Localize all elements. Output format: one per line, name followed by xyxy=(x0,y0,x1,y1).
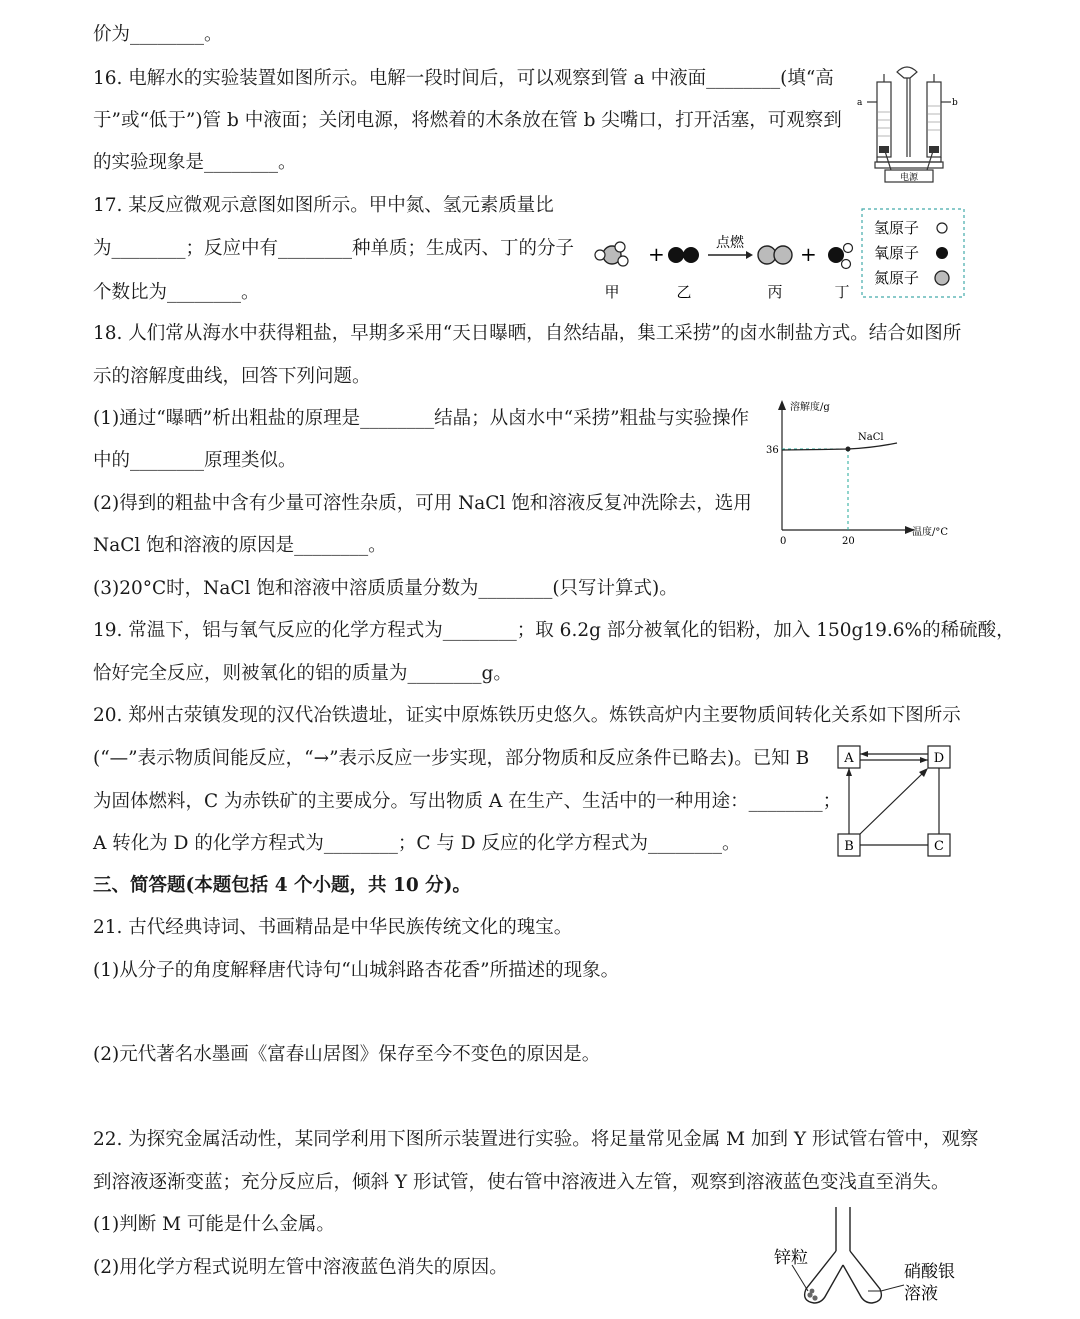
substance-relation-figure xyxy=(832,740,957,862)
label-zinc: 锌粒 xyxy=(774,1248,808,1268)
x-tick-0: 0 xyxy=(780,536,787,547)
y-tick-36: 36 xyxy=(766,445,779,456)
y-axis-label: 溶解度/g xyxy=(790,402,830,413)
question-17-line-2: 为________；反应中有________种单质；生成丙、丁的分子 xyxy=(93,238,575,259)
tube-b-label: b xyxy=(952,98,958,108)
question-20-line-1: 20. 郑州古荥镇发现的汉代冶铁遗址，证实中原炼铁历史悠久。炼铁高炉内主要物质间转化关系如下图所示 xyxy=(93,705,961,726)
question-18-line-4: 中的________原理类似。 xyxy=(93,450,297,471)
node-A: A xyxy=(844,751,854,766)
question-22-line-1: 22. 为探究金属活动性，某同学利用下图所示装置进行实验。将足量常见金属 M 加到 Y 形试管右管中，观察 xyxy=(93,1129,979,1150)
label-solution: 溶液 xyxy=(904,1284,938,1304)
question-22-line-2: 到溶液逐渐变蓝；充分反应后，倾斜 Y 形试管，使右管中溶液进入左管，观察到溶液蓝色变浅直至消失。 xyxy=(93,1172,950,1193)
legend-nitrogen: 氮原子 xyxy=(874,269,920,287)
legend-hydrogen: 氢原子 xyxy=(874,219,920,237)
label-ding: 丁 xyxy=(834,283,850,301)
x-tick-20: 20 xyxy=(842,536,855,547)
question-18-line-3: (1)通过“曝晒”析出粗盐的原理是________结晶；从卤水中“采捞”粗盐与实验操作 xyxy=(93,408,750,429)
text-line: 价为________。 xyxy=(93,24,223,45)
legend-oxygen: 氧原子 xyxy=(874,244,920,262)
solubility-curve-figure xyxy=(762,398,962,548)
power-supply-label: 电源 xyxy=(899,173,919,183)
question-16-line-3: 的实验现象是________。 xyxy=(93,152,297,173)
question-21-line-1: 21. 古代经典诗词、书画精品是中华民族传统文化的瑰宝。 xyxy=(93,917,573,938)
label-silver-nitrate: 硝酸银 xyxy=(904,1262,955,1282)
question-22-line-3: (1)判断 M 可能是什么金属。 xyxy=(93,1214,335,1235)
question-18-line-2: 示的溶解度曲线，回答下列问题。 xyxy=(93,366,371,387)
question-20-line-4: A 转化为 D 的化学方程式为________；C 与 D 反应的化学方程式为________。 xyxy=(93,833,741,854)
tube-a-label: a xyxy=(857,98,863,108)
reaction-condition: 点燃 xyxy=(716,235,744,251)
question-18-line-5: (2)得到的粗盐中含有少量可溶性杂质，可用 NaCl 饱和溶液反复冲洗除去，选用 xyxy=(93,493,752,514)
section-3-heading: 三、简答题(本题包括 4 个小题，共 10 分)。 xyxy=(93,875,471,896)
label-bing: 丙 xyxy=(767,283,783,301)
question-16-line-1: 16. 电解水的实验装置如图所示。电解一段时间后，可以观察到管 a 中液面________(填“高 xyxy=(93,68,834,89)
question-17-line-1: 17. 某反应微观示意图如图所示。甲中氮、氢元素质量比 xyxy=(93,195,554,216)
nacl-curve xyxy=(782,443,897,450)
question-18-line-1: 18. 人们常从海水中获得粗盐，早期多采用“天日曝晒，自然结晶，集工采捞”的卤水制盐方式。结合如图所 xyxy=(93,323,962,344)
reaction-micro-diagram-figure xyxy=(590,205,970,305)
series-label: NaCl xyxy=(858,432,884,443)
question-17-line-3: 个数比为________。 xyxy=(93,282,260,303)
question-19-line-2: 恰好完全反应，则被氧化的铝的质量为________g。 xyxy=(93,663,512,684)
question-21-line-2: (1)从分子的角度解释唐代诗句“山城斜路杏花香”所描述的现象。 xyxy=(93,960,620,981)
question-19-line-1: 19. 常温下，铝与氧气反应的化学方程式为________；取 6.2g 部分被氧化的铝粉，加入 150g19.6%的稀硫酸， xyxy=(93,620,1015,641)
plus-sign: + xyxy=(648,242,665,266)
question-18-line-6: NaCl 饱和溶液的原因是________。 xyxy=(93,535,387,556)
label-yi: 乙 xyxy=(676,283,692,301)
y-tube-figure xyxy=(768,1205,968,1311)
point-20c xyxy=(846,447,851,452)
question-20-line-2: (“—”表示物质间能反应，“→”表示反应一步实现，部分物质和反应条件已略去)。已知 B xyxy=(93,748,810,769)
label-jia: 甲 xyxy=(604,283,620,301)
node-D: D xyxy=(933,751,945,766)
electrolysis-apparatus-figure xyxy=(855,62,960,184)
node-C: C xyxy=(934,839,944,854)
node-B: B xyxy=(844,839,854,854)
question-21-line-3: (2)元代著名水墨画《富春山居图》保存至今不变色的原因是。 xyxy=(93,1044,601,1065)
x-axis-label: 温度/°C xyxy=(912,527,949,538)
question-22-line-4: (2)用化学方程式说明左管中溶液蓝色消失的原因。 xyxy=(93,1257,508,1278)
question-20-line-3: 为固体燃料，C 为赤铁矿的主要成分。写出物质 A 在生产、生活中的一种用途：________； xyxy=(93,791,842,812)
question-16-line-2: 于”或“低于”)管 b 中液面；关闭电源，将燃着的木条放在管 b 尖嘴口，打开活塞，可观察到 xyxy=(93,110,842,131)
plus-sign: + xyxy=(800,242,817,266)
question-18-line-7: (3)20°C时，NaCl 饱和溶液中溶质质量分数为________(只写计算式)。 xyxy=(93,578,678,599)
